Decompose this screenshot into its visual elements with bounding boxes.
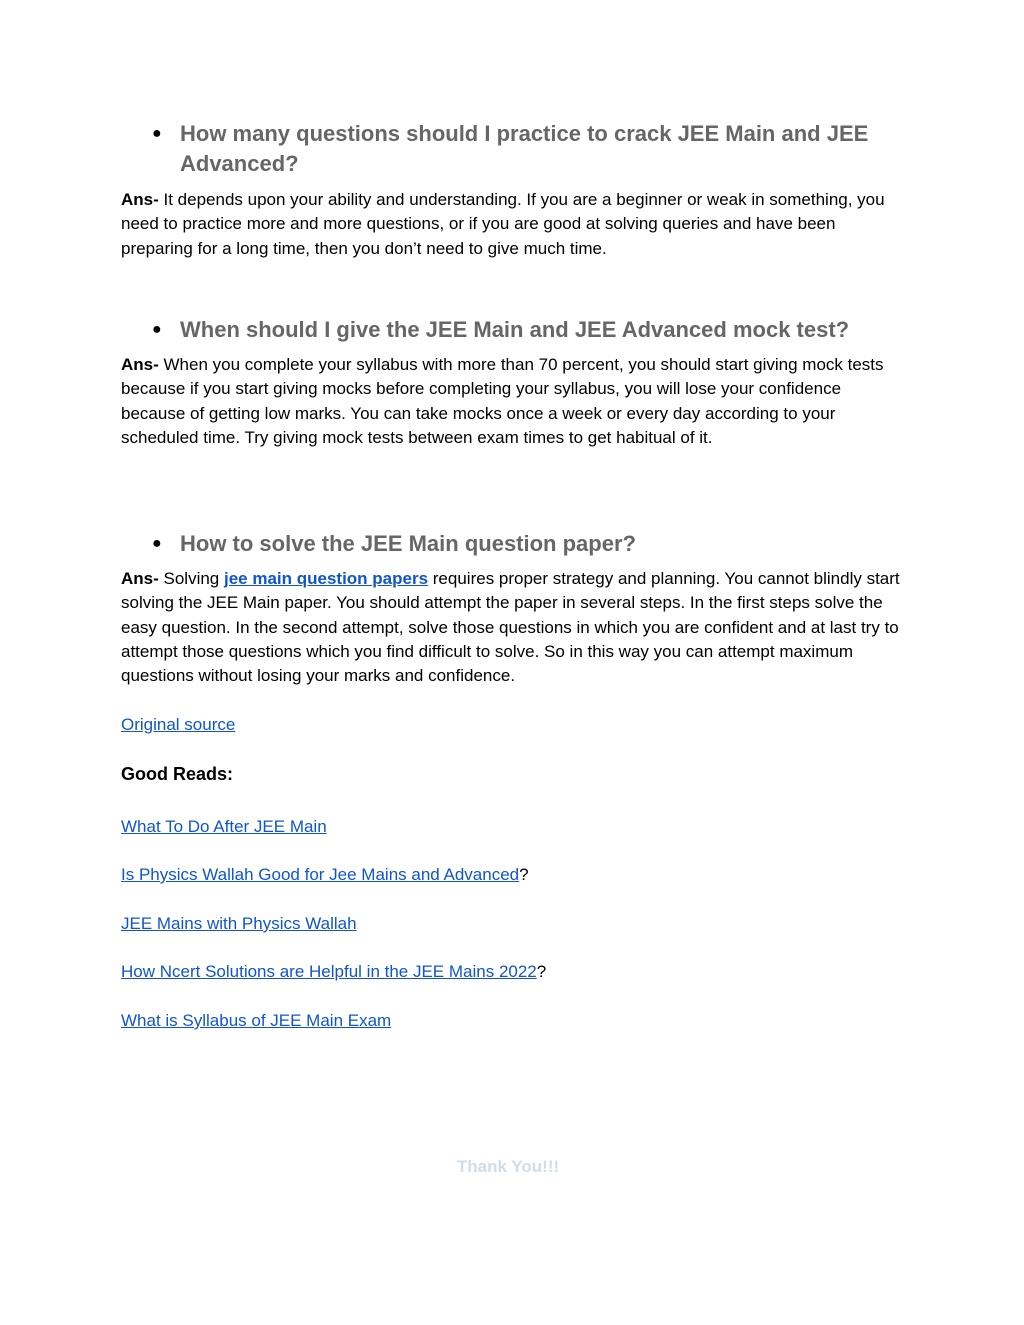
faq-answer-3 [121, 567, 906, 688]
faq-question-text: How to solve the JEE Main question paper? [180, 531, 636, 556]
good-read-item [121, 815, 327, 839]
jee-main-question-papers-link[interactable]: jee main question papers [223, 569, 429, 588]
good-read-link-jee-mains-physics-wallah[interactable]: JEE Mains with Physics Wallah [121, 914, 357, 933]
bullet-icon: ● [152, 321, 162, 338]
good-read-link-physics-wallah-good[interactable]: Is Physics Wallah Good for Jee Mains and Advanced [121, 865, 520, 884]
good-read-suffix: ? [519, 865, 529, 884]
answer-label: Ans- [121, 355, 159, 374]
good-read-link-ncert-solutions[interactable]: How Ncert Solutions are Helpful in the JEE Mains 2022 [121, 962, 537, 981]
original-source-line [121, 713, 235, 737]
good-reads-heading: Good Reads: [121, 764, 234, 784]
answer-label: Ans- [121, 190, 159, 209]
faq-question-text: When should I give the JEE Main and JEE Advanced mock test? [180, 317, 850, 342]
faq-question-3 [152, 529, 892, 559]
good-read-item [121, 863, 529, 887]
good-read-suffix: ? [536, 962, 547, 981]
faq-answer-2 [121, 353, 906, 450]
original-source-link[interactable]: Original source [121, 715, 236, 734]
answer-text-before: Solving [158, 569, 224, 588]
faq-question-text: How many questions should I practice to crack JEE Main and JEE Advanced? [180, 121, 869, 176]
bullet-icon: ● [152, 535, 162, 552]
good-read-item [121, 912, 357, 936]
faq-question-1 [152, 119, 892, 179]
good-read-link-syllabus-jee-main[interactable]: What is Syllabus of JEE Main Exam [121, 1011, 392, 1030]
faq-answer-1 [121, 188, 906, 261]
thank-you-text: Thank You!!! [456, 1157, 560, 1176]
good-read-link-what-to-do-after-jee-main[interactable]: What To Do After JEE Main [121, 817, 327, 836]
faq-question-2 [152, 315, 912, 345]
good-read-item [121, 960, 546, 984]
good-read-item [121, 1009, 391, 1033]
bullet-icon: ● [152, 125, 162, 142]
answer-text: When you complete your syllabus with more than 70 percent, you should start giving mock tests because if you start giving mocks before completing your syllabus, you will lose your confidence because of getting low marks. You can take mocks once a week or every day according to your scheduled time. Try giving mock tests between exam times to get habitual of it. [121, 355, 884, 447]
answer-label: Ans- [121, 569, 159, 588]
answer-text: It depends upon your ability and understanding. If you are a beginner or weak in something, you need to practice more and more questions, or if you are good at solving queries and have been preparing for a long time, then you don’t need to give much time. [121, 190, 885, 258]
answer-text-after: requires proper strategy and planning. You cannot blindly start solving the JEE Main paper. You should attempt the paper in several steps. In the first steps solve the easy question. In the second attempt, solve those questions in which you are confident and at last try to attempt those questions which you find difficult to solve. So in this way you can attempt maximum questions without losing your marks and confidence. [121, 569, 900, 686]
